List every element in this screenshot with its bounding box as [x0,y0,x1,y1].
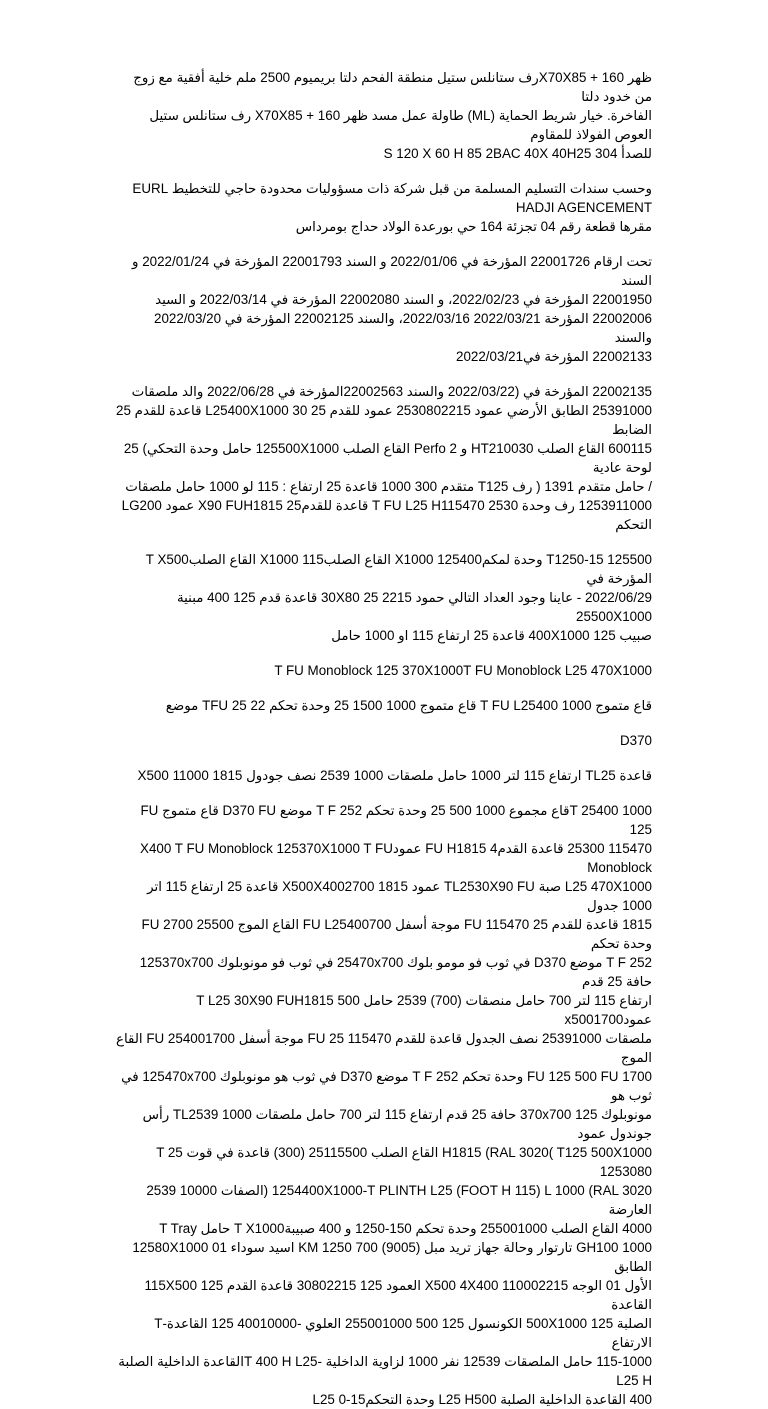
text-line: مونوبلوك 125 370x700 حافة 25 قدم ارتفاع 115 لتر 700 حامل ملصقات 1000 TL2539 رأس جوندول عمود [142,1107,652,1141]
text-line: 25391000 الطابق الأرضي عمود 2530802215 عمود للقدم 25 30 L25400X1000 قاعدة للقدم 25 الضابط [116,403,652,437]
text-line: T 25400 1000قاع مجموع 1000 500 25 وحدة تحكم T F 252 موضع D370 FU قاع متموج FU 125 [140,803,652,837]
text-line: 115470 25300 قاعدة القدم4 FU H1815 عمودX400 T FU Monoblock 125370X1000 T FU Monoblock [140,841,652,875]
text-line: 4000 القاع الصلب 255001000 وحدة تحكم 150-1250 و 400 صبيبةT X1000 حامل T Tray [159,1221,652,1236]
text-line: للصدأ 304 S 120 X 60 H 85 2BAC 40X 40H25 [383,146,652,161]
text-line: 22001950 المؤرخة في 2022/02/23، و السند 22002080 المؤرخة في 2022/03/14 و السيد [155,292,652,307]
text-line: / حامل متقدم 1391 ( رف T125 متقدم 300 1000 قاعدة 25 ارتفاع : 115 لو 1000 حامل ملصقات [125,479,652,494]
text-line: H1815 (RAL 3020( T125 500X1000 القاع الصلب 25115500 (300) قاعدة في قوت T 25 1253080 [156,1145,652,1179]
text-line: D370 [619,733,652,748]
text-line: 600115 القاع الصلب HT210030 و Perfo 2 القاع الصلب 125500X1000 حامل وحدة التحكي) 25 لوحة عادية [123,441,652,475]
text-line: FU 125 500 FU 1700 وحدة تحكم T F 252 موضع D370 في ثوب هو مونوبلوك 125470x700 في ثوب هو [121,1069,652,1103]
text-line: T F 252 موضع D370 في ثوب فو مومو بلوك 25470x700 في ثوب فو مونوبلوك 125370x700 حافة 25 قدم [139,955,652,989]
paragraph-tl25-base [116,766,652,785]
paragraph-product-description [116,68,652,163]
text-line: الصلبة 125 500X1000 الكونسول 125 500 255001000 العلوي -40010000 125 القاعدة-T الارتفاع [154,1316,652,1350]
text-line: 2022/06/29 - عاينا وجود العداد التالي حمود 2215 25 30X80 قاعدة قدم 125 400 مبنية 25500X1000 [176,590,652,624]
text-line: 400 القاعدة الداخلية الصلبة L25 H500 وحدة التحكم15-0 L25 [312,1392,652,1407]
paragraph-delivery-numbers [116,252,652,366]
text-line: L25 470X1000 صبة TL2530X90 FU عمود X500X4002700 1815 قاعدة 25 ارتفاع 115 اتر 1000 جدول [147,879,652,913]
text-line: T FU Monoblock 125 370X1000T FU Monoblock L25 470X1000 [274,663,652,678]
text-line: مقرها قطعة رقم 04 تجزئة 164 حي بورعدة الولاد حداج بومرداس [295,219,652,234]
text-line: 1254400X1000-T PLINTH L25 (FOOT H 115) L 1000 (RAL 3020 (الصفات 10000 2539 العارضة [146,1183,652,1217]
text-line: قاع متموج T FU L25400 1000 قاع متموج 1000 1500 25 وحدة تحكم 22 25 TFU موضع [165,698,652,713]
paragraph-d370 [116,731,652,750]
text-line: ارتفاع 115 لتر 700 حامل منصقات (700) 2539 حامل T L25 30X90 FUH1815 500 عمودx5001700 [196,993,652,1027]
text-line: 115-1000 حامل الملصقات 12539 نفر 1000 لزاوية الداخلية -T 400 H L25القاعدة الداخلية الصلبة L25 H [118,1354,652,1388]
paragraph-monoblock [116,661,652,680]
text-line: 22002133 المؤرخة في2022/03/21 [456,349,652,364]
paragraph-item-list [116,801,652,1409]
text-line: ظهر 160 + X70X85رف ستانلس ستيل منطقة الفحم دلتا بريميوم 2500 ملم خلية أفقية مع زوج من خدود دلتا [133,70,652,104]
text-line: ملصقات 25391000 نصف الجدول قاعدة للقدم FU 25 115470 موجة أسفل FU 254001700 القاع الموج [115,1031,652,1065]
paragraph-corrugated-base [116,696,652,715]
paragraph-inspection [116,550,652,645]
text-line: الفاخرة. خيار شريط الحماية (ML) طاولة عمل مسد ظهر 160 + X70X85 رف ستانلس ستيل العوص الفولاذ للمقاوم [149,108,652,142]
text-line: 22002006 المؤرخة 2022/03/21 2022/03/16، والسند 22002125 المؤرخة في 2022/03/20 والسند [154,311,652,345]
text-line: 1815 قاعدة للقدم 25 115470 FU موجة أسفل FU L25400700 القاع الموج FU 2700 25500 وحدة تحكم [141,917,652,951]
paragraph-delivery-items [116,382,652,534]
paragraph-delivery-company [116,179,652,236]
text-line: 22002135 المؤرخة في (2022/03/22 والسند 22002563المؤرخة في 2022/06/28 والد ملصقات [131,384,652,399]
text-line: وحسب سندات التسليم المسلمة من قبل شركة ذات مسؤوليات محدودة حاجي للتخطيط EURL HADJI AGENCEMENT [132,181,652,215]
text-line: الأول 01 الوجه 110002215 X500 4X400 العمود 125 30802215 قاعدة القدم 125 115X500 القاعدة [144,1278,652,1312]
text-line: صبيب 125 400X1000 قاعدة 25 ارتفاع 115 او 1000 حامل [331,628,652,643]
text-line: T1250-15 125500 وحدة لمكم125400 X1000 القاع الصلب115 X1000 القاع الصلبT X500 المؤرخة في [145,552,652,586]
text-line: قاعدة TL25 ارتفاع 115 لتر 1000 حامل ملصقات 1000 2539 نصف جودول 1815 11000 X500 [137,768,652,783]
text-line: GH100 1000 تارتوار وحالة جهاز تريد مبل (9005) KM 1250 700 اسيد سوداء 12580X1000 01 الطابق [132,1240,652,1274]
text-line: 1253911000 رف وحدة 2530 T FU L25 H115470 قاعدة للقدم25 X90 FUH1815 عمود LG200 التحكم [121,498,652,532]
text-line: تحت ارقام 22001726 المؤرخة في 2022/01/06 و السند 22001793 المؤرخة في 2022/01/24 و السند [132,254,652,288]
